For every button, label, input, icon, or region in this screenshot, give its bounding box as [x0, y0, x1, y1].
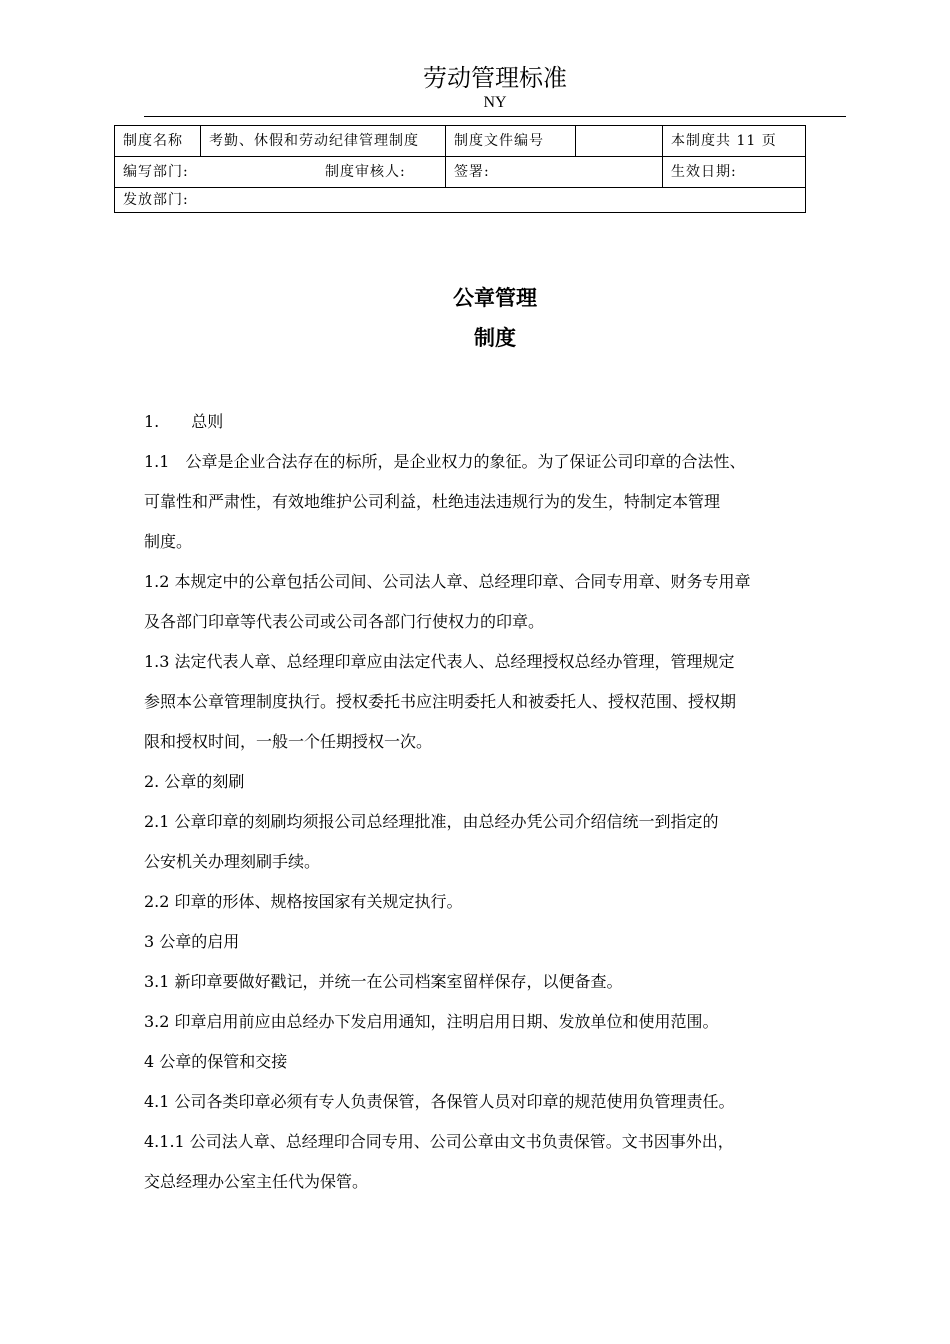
author-dept-label: 编写部门:	[123, 164, 189, 180]
body-line: 交总经理办公室主任代为保管。	[144, 1172, 369, 1191]
author-reviewer-cell	[115, 157, 446, 188]
body-line: 公安机关办理刻刷手续。	[144, 852, 321, 871]
info-row-distribution	[115, 188, 806, 213]
effective-date-label: 生效日期:	[663, 157, 806, 188]
document-title-line2: 制度	[474, 325, 516, 350]
info-row-people	[115, 157, 806, 188]
body-line: 4 公章的保管和交接	[144, 1052, 288, 1071]
signature-label: 签署:	[446, 157, 663, 188]
policy-number-label: 制度文件编号	[446, 126, 576, 157]
body-line: 制度。	[144, 532, 193, 551]
body-line: 2.2 印章的形体、规格按国家有关规定执行。	[144, 892, 463, 911]
header-divider	[144, 116, 846, 117]
body-line: 及各部门印章等代表公司或公司各部门行使权力的印章。	[144, 612, 545, 631]
body-line: 2. 公章的刻刷	[144, 772, 245, 791]
body-line: 可靠性和严肃性，有效地维护公司利益，杜绝违法违规行为的发生，特制定本管理	[144, 492, 721, 511]
distribution-dept-label: 发放部门:	[115, 188, 806, 213]
policy-name-label: 制度名称	[115, 126, 201, 157]
body-line: 1.1 公章是企业合法存在的标所，是企业权力的象征。为了保证公司印章的合法性、	[144, 452, 746, 471]
body-line: 3.1 新印章要做好戳记，并统一在公司档案室留样保存，以便备查。	[144, 972, 623, 991]
body-line: 4.1 公司各类印章必须有专人负责保管，各保管人员对印章的规范使用负管理责任。	[144, 1092, 735, 1111]
page-header-title: 劳动管理标准	[423, 64, 567, 92]
document-info-table	[114, 125, 806, 213]
reviewer-label: 制度审核人:	[325, 164, 406, 180]
body-line: 1.3 法定代表人章、总经理印章应由法定代表人、总经理授权总经办管理，管理规定	[144, 652, 735, 671]
body-line: 1. 总则	[144, 412, 224, 431]
body-line: 1.2 本规定中的公章包括公司间、公司法人章、总经理印章、合同专用章、财务专用章	[144, 572, 751, 591]
document-title-line1: 公章管理	[453, 285, 537, 310]
body-line: 2.1 公章印章的刻刷均须报公司总经理批准，由总经办凭公司介绍信统一到指定的	[144, 812, 719, 831]
policy-number-value	[576, 126, 663, 157]
body-line: 3.2 印章启用前应由总经办下发启用通知，注明启用日期、发放单位和使用范围。	[144, 1012, 719, 1031]
body-line: 限和授权时间，一般一个任期授权一次。	[144, 732, 433, 751]
info-row-name	[115, 126, 806, 157]
body-line: 4.1.1 公司法人章、总经理印合同专用、公司公章由文书负责保管。文书因事外出，	[144, 1132, 734, 1151]
page-header-code: NY	[483, 94, 507, 111]
document-body	[144, 402, 854, 1202]
page-count: 本制度共 11 页	[663, 126, 806, 157]
body-line: 参照本公章管理制度执行。授权委托书应注明委托人和被委托人、授权范围、授权期	[144, 692, 737, 711]
body-line: 3 公章的启用	[144, 932, 240, 951]
policy-name-value: 考勤、休假和劳动纪律管理制度	[201, 126, 446, 157]
